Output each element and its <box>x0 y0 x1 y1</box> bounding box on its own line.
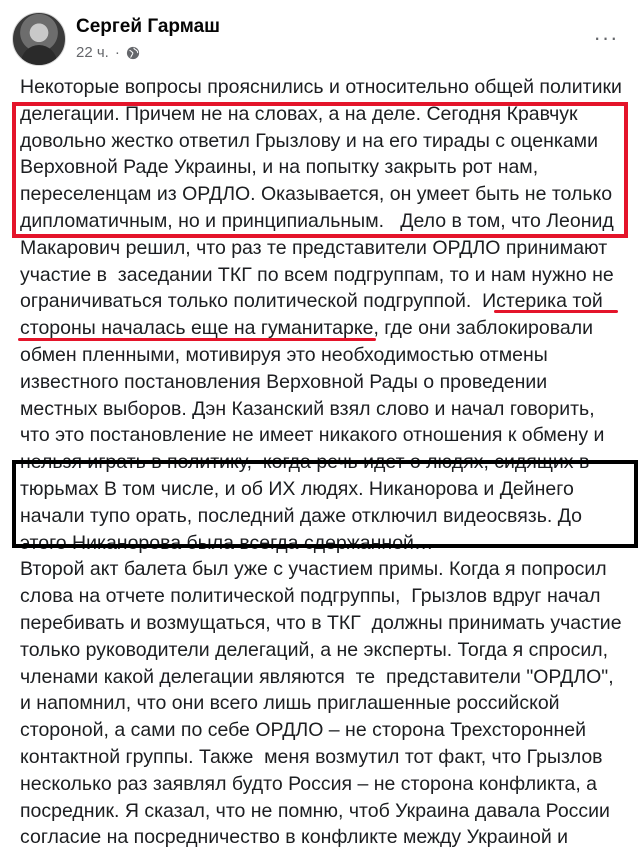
post-meta <box>76 44 140 61</box>
globe-icon[interactable] <box>126 46 140 60</box>
post-header <box>12 10 630 66</box>
post-paragraph: Второй акт балета был уже с участием примы. Когда я попросил слова на отчете политической подгруппы, Грызлов вдруг начал перебивать и возмущаться, что в ТКГ должны принимать участие только руководители делегаций, а не эксперты. Тогда я спросил, членами какой делегации являются те представители "ОРДЛО", и напомнил, что они всего лишь приглашенные российской стороной, а сами по себе ОРДЛО – не сторона Трехсторонней контактной группы. Также меня возмутил тот факт, что Грызлов несколько раз заявлял будто Россия – не сторона конфликта, а посредник. Я сказал, что не помню, чтоб Украина давала России согласие на посредничество в конфликте между Украиной и <box>20 558 627 849</box>
author-name[interactable]: Сергей Гармаш <box>76 16 220 37</box>
meta-separator: · <box>114 44 120 61</box>
post-paragraph: Некоторые вопросы прояснились и относительно общей политики делегации. Причем не на словах, а на деле. Сегодня Кравчук довольно жестко ответил Грызлову и на его тирады с оценками Верховной Раде Украины, и на попытку закрыть рот нам, переселенцам из ОРДЛО. Оказывается, он умеет быть не только дипломатичным, но и принципиальным. Дело в том, что Леонид Макарович решил, что раз те представители ОРДЛО принимают участие в заседании ТКГ по всем подгруппам, то и нам нужно не ограничиваться только политической подгруппой. Истерика той стороны началась еще на гуманитарке, где они заблокировали обмен пленными, мотивируя это необходимостью отмены известного постановления Верховной Рады о проведении местных выборов. Дэн Казанский взял слово и начал говорить, что это постановление не имеет никакого отношения к обмену и нельзя играть в политику, когда речь идет о людях, сидящих в тюрьмах В том числе, и об ИХ людях. Никанорова и Дейнего начали тупо орать, последний даже отключил видеосвязь. До этого Никанорова была всегда сдержанной… <box>20 76 628 554</box>
post-body <box>20 74 628 851</box>
more-options-button[interactable] <box>590 22 622 54</box>
more-horizontal-icon: ··· <box>593 25 619 50</box>
post-time[interactable]: 22 ч. <box>76 44 109 61</box>
avatar[interactable] <box>12 12 66 66</box>
